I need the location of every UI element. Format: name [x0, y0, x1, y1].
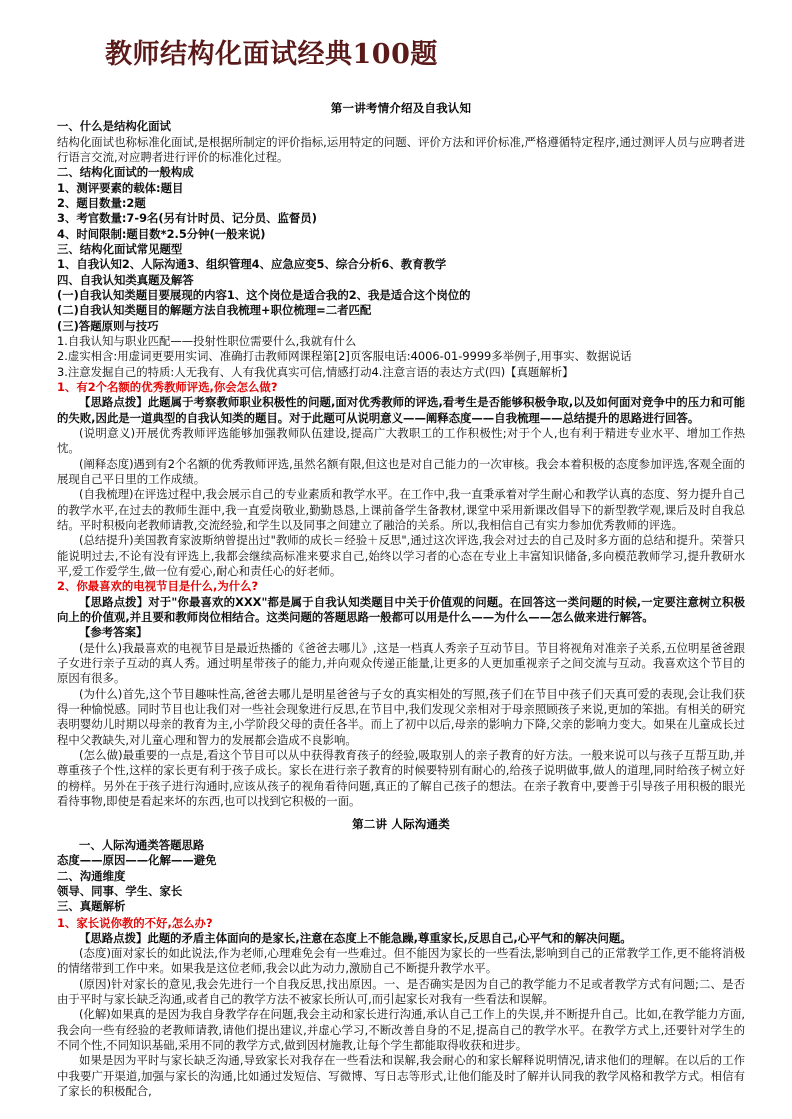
answer-paragraph: 【思路点拨】此题属于考察教师职业积极性的问题,面对优秀教师的评选,看考生是否能够积极争取,以及如何面对竞争中的压力和可能的失败,因此是一道典型的自我认知类的题目。对于此题可从说明意义——阐释态度——自我梳理——总结提升的思路进行回答。	[57, 395, 745, 425]
answer-paragraph: (是什么)我最喜欢的电视节目是最近热播的《爸爸去哪儿》,这是一档真人秀亲子互动节目。节目将视角对准亲子关系,五位明星爸爸跟子女进行亲子互动的真人秀。通过明星带孩子的能力,并向观众传递正能量,让更多的人更加重视亲子之间交流与互动。我喜欢这个节目的原因有很多。	[57, 640, 745, 686]
lecture-2-section-1	[57, 838, 745, 915]
lecture-1-question-1	[57, 380, 745, 579]
list-item: 3、考官数量:7-9名(另有计时员、记分员、监督员)	[57, 211, 317, 226]
answer-paragraph: 【参考答案】	[79, 625, 148, 640]
list-item: 2.虚实相含:用虚词更要用实词、准确打击教师网课程第[2]页客服电话:4006-01-9999多举例子,用事实、数据说话	[57, 349, 632, 364]
lecture-1-section-4	[57, 273, 745, 380]
section-title: 三、真题解析	[57, 899, 126, 914]
answer-paragraph: (怎么做)最重要的一点是,看这个节目可以从中获得教育孩子的经验,吸取别人的亲子教育的好方法。一般来说可以与孩子互帮互助,并尊重孩子个性,这样的家长更有利于孩子成长。家长在进行亲子教育的时候要特别有耐心的,给孩子说明做事,做人的道理,同时给孩子树立好的榜样。另外在于孩子进行沟通时,应该从孩子的视角看待问题,真正的了解自己孩子的想法。在亲子教育中,要善于引导孩子用积极的眼光看待事物,即使是看起来坏的东西,也可以找到它积极的一面。	[57, 747, 745, 808]
document-content	[0, 96, 792, 1100]
list-item: (一)自我认知类题目要展现的内容1、这个岗位是适合我的2、我是适合这个岗位的	[57, 288, 471, 303]
section-body: 结构化面试也称标准化面试,是根据所制定的评价指标,运用特定的问题、评价方法和评价标准,严格遵循特定程序,通过测评人员与应聘者进行语言交流,对应聘者进行评价的标准化过程。	[57, 134, 745, 165]
section-body: 态度——原因——化解——避免	[57, 853, 217, 868]
section-title: 三、结构化面试常见题型	[57, 242, 183, 257]
section-body: 领导、同事、学生、家长	[57, 883, 183, 898]
lecture-1-section-3	[57, 242, 745, 273]
page-title: 教师结构化面试经典100题	[105, 39, 438, 70]
section-title: 一、人际沟通类答题思路	[79, 837, 205, 852]
section-title: 四、自我认知类真题及解答	[57, 272, 194, 287]
section-title: 一、什么是结构化面试	[57, 119, 171, 134]
lecture-1-section-2	[57, 165, 745, 242]
answer-paragraph: 【思路点拨】此题的矛盾主体面向的是家长,注意在态度上不能急躁,尊重家长,反思自己,心平气和的解决问题。	[79, 930, 632, 945]
question-heading: 1、有2个名额的优秀教师评选,你会怎么做?	[57, 380, 278, 394]
list-item: 1、测评要素的载体:题目	[57, 180, 184, 195]
question-heading: 2、你最喜欢的电视节目是什么,为什么?	[57, 579, 259, 594]
question-heading: 1、家长说你教的不好,怎么办?	[57, 915, 213, 930]
answer-paragraph: (总结提升)美国教育家波斯纳曾提出过"教师的成长＝经验＋反思",通过这次评选,我会对过去的自己及时多方面的总结和提升。荣誉只能说明过去,不论有没有评选上,我都会继续高标准来要求自己,始终以学习者的心态在专业上丰富知识储备,多向模范教师学习,提升教研水平,爱工作爱学生,做一位有爱心,耐心和责任心的好老师。	[57, 533, 745, 578]
list-item: 3.注意发掘自己的特质:人无我有、人有我优真实可信,情感打动4.注意言语的表达方式(四)【真题解析】	[57, 364, 574, 379]
section-title: 二、沟通维度	[57, 868, 126, 883]
answer-paragraph: 【思路点拨】对于"你最喜欢的XXX"都是属于自我认知类题目中关于价值观的问题。在回答这一类问题的时候,一定要注意树立积极向上的价值观,并且要和教师岗位相结合。这类问题的答题思路一般都可以用是什么——为什么——怎么做来进行解答。	[57, 594, 745, 624]
answer-paragraph: 如果是因为平时与家长缺乏沟通,导致家长对我存在一些看法和误解,我会耐心的和家长解释说明情况,请求他们的理解。在以后的工作中我要广开渠道,加强与家长的沟通,比如通过发短信、写微博、写日志等形式,让他们能及时了解并认同我的教学风格和教学方式。相信有了家长的积极配合,	[57, 1053, 745, 1099]
answer-paragraph: (为什么)首先,这个节目趣味性高,爸爸去哪儿是明星爸爸与子女的真实相处的写照,孩子们在节目中孩子们天真可爱的表现,会让我们获得一种愉悦感。同时节目也让我们对一些社会现象进行反思,在节目中,我们发现父亲相对于母亲照顾孩子来说,更加的笨拙。有相关的研究表明婴幼儿时期以母亲的教育为主,小学阶段父母的责任各半。而上了初中以后,母亲的影响力下降,父亲的影响力变大。如果在儿童成长过程中父教缺失,对儿童心理和智力的发展都会造成不良影响。	[57, 686, 745, 747]
section-body: 1、自我认知2、人际沟通3、组织管理4、应急应变5、综合分析6、教育教学	[57, 257, 447, 272]
list-item: 1.自我认知与职业匹配——投射性职位需要什么,我就有什么	[57, 334, 357, 349]
lecture-2-question-1	[57, 916, 745, 1100]
lecture-1-heading: 第一讲考情介绍及自我认知	[330, 100, 472, 115]
answer-paragraph: (阐释态度)遇到有2个名额的优秀教师评选,虽然名额有限,但这也是对自己能力的一次审核。我会本着积极的态度参加评选,客观全面的展现自己平日里的工作成绩。	[57, 456, 745, 486]
answer-paragraph: (态度)面对家长的如此说法,作为老师,心理难免会有一些难过。但不能因为家长的一些看法,影响到自己的正常教学工作,更不能将消极的情绪带到工作中来。如果我是这位老师,我会以此为动力,激励自己不断提升教学水平。	[57, 946, 745, 976]
answer-paragraph: (化解)如果真的是因为我自身教学存在问题,我会主动和家长进行沟通,承认自己工作上的失误,并不断提升自己。比如,在教学能力方面,我会向一些有经验的老教师请教,请他们提出建议,并虚心学习,不断改善自身的不足,提高自己的教学水平。在教学方式上,还要针对学生的不同个性,不同知识基础,采用不同的教学方式,做到因材施教,让每个学生都能取得收获和进步。	[57, 1007, 745, 1053]
answer-paragraph: (自我梳理)在评选过程中,我会展示自己的专业素质和教学水平。在工作中,我一直秉承着对学生耐心和教学认真的态度、努力提升自己的教学水平,在过去的教师生涯中,我一直爱岗敬业,勤勤恳恳,上课前备学生备教材,课堂中采用新课改倡导下的新型教学观,课后及时自我总结。平时积极向老教师请教,交流经验,和学生以及同事之间建立了融洽的关系。所以,我相信自己有实力参加优秀教师的评选。	[57, 487, 745, 532]
list-item: 4、时间限制:题目数*2.5分钟(一般来说)	[57, 226, 266, 241]
list-item: (二)自我认知类题目的解题方法自我梳理+职位梳理=二者匹配	[57, 303, 372, 318]
list-item: 2、题目数量:2题	[57, 196, 146, 211]
lecture-1-section-1	[57, 119, 745, 165]
lecture-1-question-2	[57, 579, 745, 809]
list-item: (三)答题原则与技巧	[57, 318, 159, 333]
answer-paragraph: (说明意义)开展优秀教师评选能够加强教师队伍建设,提高广大教职工的工作积极性;对于个人,也有利于精进专业水平、增加工作热忱。	[57, 425, 745, 456]
answer-paragraph: (原因)针对家长的意见,我会先进行一个自我反思,找出原因。一、是否确实是因为自己的教学能力不足或者教学方式有问题;二、是否由于平时与家长缺乏沟通,或者自己的教学方法不被家长所认可,而引起家长对我有一些看法和误解。	[57, 976, 745, 1007]
section-title: 二、结构化面试的一般构成	[57, 165, 194, 180]
lecture-2-heading: 第二讲 人际沟通类	[352, 817, 450, 832]
